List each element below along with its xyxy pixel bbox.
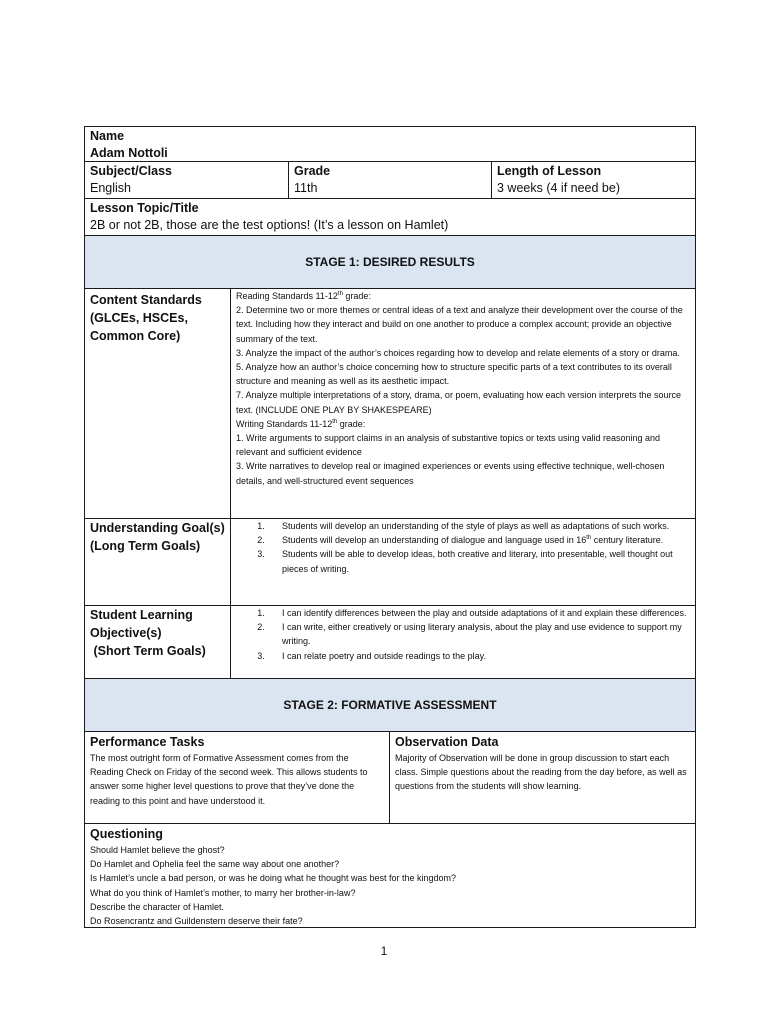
understanding-goals-body — [230, 519, 695, 605]
performance-cell — [85, 732, 389, 823]
topic-cell — [85, 199, 695, 235]
observation-cell — [389, 732, 695, 823]
topic-label: Lesson Topic/Title — [90, 201, 199, 215]
questioning-row — [85, 823, 695, 927]
topic-value: 2B or not 2B, those are the test options! (It’s a lesson on Hamlet) — [90, 218, 449, 232]
subject-value: English — [90, 181, 131, 195]
subject-label: Subject/Class — [90, 164, 172, 178]
grade-label: Grade — [294, 164, 331, 178]
length-value: 3 weeks (4 if need be) — [497, 181, 620, 195]
content-standards-row — [85, 288, 695, 518]
grade-value: 11th — [294, 181, 318, 195]
reading-standard-item: 7. Analyze multiple interpretations of a story, drama, or poem, evaluating how each version interprets the source text. (INCLUDE ONE PLAY BY SHAKESPEARE) — [236, 390, 682, 415]
reading-standard-item: 2. Determine two or more themes or central ideas of a text and analyze their development over the course of the text. Including how they interact and build on one another to produce a complex account; provide an objective summary of the text. — [236, 305, 683, 344]
objectives-label: Student Learning Objective(s) — [90, 608, 193, 640]
list-item: 3. I can relate poetry and outside readings to the play. — [257, 650, 486, 661]
list-item: 1. Students will develop an understanding of the style of plays as well as adaptations of such works. — [257, 521, 670, 531]
reading-standard-item: 5. Analyze how an author’s choice concerning how to structure specific parts of a text contributes to its overall structure and meaning as well as its aesthetic impact. — [236, 362, 672, 387]
stage1-title: STAGE 1: DESIRED RESULTS — [85, 236, 695, 288]
grade-cell — [288, 162, 491, 198]
objectives-row — [85, 605, 695, 678]
stage2-title: STAGE 2: FORMATIVE ASSESSMENT — [85, 679, 695, 731]
name-label: Name — [90, 129, 125, 143]
content-standards-label-cell — [85, 289, 230, 518]
stage2-row — [85, 678, 695, 731]
performance-text: The most outright form of Formative Assessment comes from the Reading Check on Friday of the second week. This allows students to answer some higher level questions to prove that they’ve done the reading to this point and have understood it. — [90, 753, 368, 806]
length-cell — [491, 162, 695, 198]
topic-row — [85, 198, 695, 235]
list-item: 3. Students will be able to develop ideas, both creative and literary, into presentable, well thought out pieces of writing. — [257, 549, 673, 574]
stage1-row — [85, 235, 695, 288]
performance-label: Performance Tasks — [90, 735, 205, 749]
content-standards-label: Content Standards (GLCEs, HSCEs, Common Core) — [90, 293, 202, 343]
questions-list — [90, 843, 690, 928]
list-item: Do Hamlet and Ophelia feel the same way about one another? — [90, 859, 340, 870]
content-standards-body — [230, 289, 695, 518]
questioning-cell — [85, 824, 695, 927]
writing-standard-item: 1. Write arguments to support claims in an analysis of substantive topics or texts using valid reasoning and relevant and sufficient evidence — [236, 433, 661, 458]
objectives-sublabel: (Short Term Goals) — [90, 644, 206, 658]
reading-standards-heading: Reading Standards 11-12th grade: — [236, 291, 371, 301]
questioning-label: Questioning — [90, 827, 163, 841]
list-item: Do Rosencrantz and Guildenstern deserve their fate? — [90, 916, 303, 927]
list-item: Describe the character of Hamlet. — [90, 901, 225, 912]
observation-text: Majority of Observation will be done in group discussion to start each class. Simple questions about the reading from the day before, as well as questions from the students will show learning. — [395, 753, 687, 792]
reading-standard-item: 3. Analyze the impact of the author’s choices regarding how to develop and relate elements of a story or drama. — [236, 347, 680, 358]
writing-standards-heading: Writing Standards 11-12th grade: — [236, 418, 366, 429]
length-label: Length of Lesson — [497, 164, 602, 178]
list-item: Is Hamlet’s uncle a bad person, or was he doing what he thought was best for the kingdom? — [90, 873, 457, 884]
objectives-list — [236, 606, 690, 663]
list-item: 2. I can write, either creatively or using literary analysis, about the play and use evidence to support my writing. — [257, 622, 682, 647]
list-item: Should Hamlet believe the ghost? — [90, 845, 225, 855]
understanding-label-cell — [85, 519, 230, 605]
name-value: Adam Nottoli — [90, 146, 168, 160]
list-item: 1. I can identify differences between the play and outside adaptations of it and explain these differences. — [257, 608, 687, 618]
understanding-label: Understanding Goal(s) (Long Term Goals) — [90, 521, 225, 553]
assessment-row — [85, 731, 695, 823]
subject-row — [85, 161, 695, 198]
page-number: 1 — [380, 944, 388, 958]
lesson-plan-table — [84, 126, 696, 928]
understanding-goals-row — [85, 518, 695, 605]
name-row — [85, 127, 695, 161]
writing-standard-item: 3. Write narratives to develop real or imagined experiences or events using effective technique, well-chosen details, and well-structured event sequences — [236, 461, 665, 486]
objectives-body — [230, 606, 695, 678]
understanding-goals-list — [236, 519, 690, 576]
list-item: 2. Students will develop an understanding of dialogue and language used in 16th century literature. — [257, 535, 664, 546]
objectives-label-cell — [85, 606, 230, 678]
name-cell — [85, 127, 695, 161]
subject-cell — [85, 162, 288, 198]
list-item: What do you think of Hamlet’s mother, to marry her brother-in-law? — [90, 887, 356, 898]
observation-label: Observation Data — [395, 735, 499, 749]
